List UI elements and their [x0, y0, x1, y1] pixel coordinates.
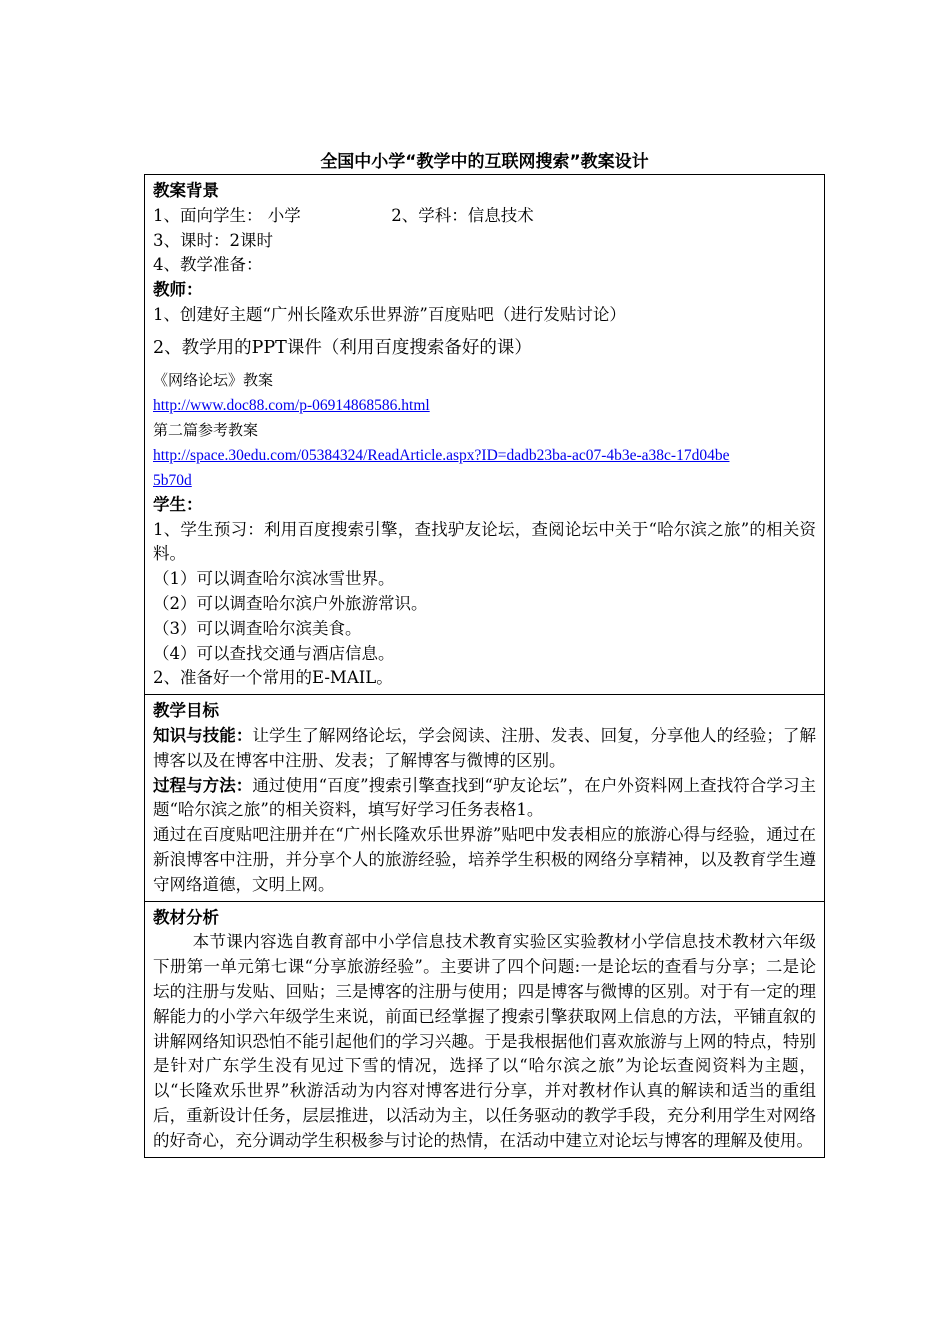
student-sub-4: （4）可以查找交通与酒店信息。	[153, 643, 395, 663]
student-heading: 学生：	[153, 494, 203, 514]
teacher-item-2: 2、教学用的PPT课件（利用百度搜索备好的课）	[153, 337, 532, 358]
reference-2-link[interactable]: http://space.30edu.com/05384324/ReadArticle.aspx?ID=dadb23ba-ac07-4b3e-a38c-17d04be5b70d	[153, 446, 730, 489]
knowledge-label: 知识与技能：	[153, 725, 253, 745]
background-row	[145, 175, 825, 695]
teacher-item-1: 1、创建好主题“广州长隆欢乐世界游”百度贴吧（进行发贴讨论）	[153, 304, 626, 324]
goals-heading: 教学目标	[153, 701, 219, 721]
goals-cell	[145, 695, 825, 901]
background-heading: 教案背景	[153, 181, 219, 200]
process-label: 过程与方法：	[153, 775, 253, 795]
process-text: 通过使用“百度”搜索引擎查找到“驴友论坛”，在户外资料网上查找符合学习主题“哈尔滨之旅”的相关资料，填写好学习任务表格1。	[153, 775, 817, 820]
process-paragraph-2: 通过在百度贴吧注册并在“广州长隆欢乐世界游”贴吧中发表相应的旅游心得与经验，通过在新浪博客中注册，并分享个人的旅游经验，培养学生积极的网络分享精神，以及教育学生遵守网络道德，文明上网。	[153, 825, 816, 894]
reference-1-link[interactable]: http://www.doc88.com/p-06914868586.html	[153, 396, 430, 414]
process-paragraph	[153, 774, 816, 824]
lesson-plan-table	[144, 174, 825, 1158]
analysis-paragraph: 本节课内容选自教育部中小学信息技术教育实验区实验教材小学信息技术教材六年级下册第一单元第七课“分享旅游经验”。主要讲了四个问题:一是论坛的查看与分享；二是论坛的注册与发贴、回贴；三是博客的注册与使用；四是博客与微博的区别。对于有一定的理解能力的小学六年级学生来说，前面已经掌握了搜索引擎获取网上信息的方法，平铺直叙的讲解网络知识恐怕不能引起他们的学习兴趣。于是我根据他们喜欢旅游与上网的特点，特别是针对广东学生没有见过下雪的情况，选择了以“哈尔滨之旅”为论坛查阅资料为主题，以“长隆欢乐世界”秋游活动为内容对博客进行分享，并对教材作认真的解读和适当的重组后，重新设计任务，层层推进，以活动为主，以任务驱动的教学手段，充分利用学生对网络的好奇心，充分调动学生积极参与讨论的热情，在活动中建立对论坛与博客的理解及使用。	[153, 932, 816, 1150]
knowledge-text: 让学生了解网络论坛，学会阅读、注册、发表、回复，分享他人的经验；了解博客以及在博客中注册、发表；了解博客与微博的区别。	[153, 725, 817, 770]
reference-1-label: 《网络论坛》教案	[153, 370, 274, 389]
student-item-1: 1、学生预习：利用百度搜索引擎，查找驴友论坛，查阅论坛中关于“哈尔滨之旅”的相关资料。	[153, 519, 816, 564]
student-sub-2: （2）可以调查哈尔滨户外旅游常识。	[153, 593, 428, 613]
student-item-2: 2、准备好一个常用的E-MAIL。	[153, 668, 393, 688]
page-title: 全国中小学“教学中的互联网搜索”教案设计	[320, 152, 649, 172]
background-cell	[145, 175, 825, 695]
audience-value: 小学	[267, 205, 301, 225]
audience-label: 1、面向学生：	[153, 205, 263, 225]
analysis-cell	[145, 901, 825, 1157]
prep-line: 4、教学准备：	[153, 255, 263, 275]
analysis-heading: 教材分析	[153, 907, 219, 927]
student-sub-3: （3）可以调查哈尔滨美食。	[153, 618, 362, 638]
teacher-heading: 教师：	[153, 280, 203, 300]
analysis-row	[145, 901, 825, 1157]
student-sub-1: （1）可以调查哈尔滨冰雪世界。	[153, 569, 395, 589]
reference-2-label: 第二篇参考教案	[153, 420, 259, 439]
knowledge-paragraph	[153, 724, 816, 774]
hours-line: 3、课时：2课时	[153, 230, 273, 250]
goals-row	[145, 695, 825, 901]
subject-text: 2、学科：信息技术	[391, 205, 534, 225]
audience-line	[153, 204, 816, 229]
